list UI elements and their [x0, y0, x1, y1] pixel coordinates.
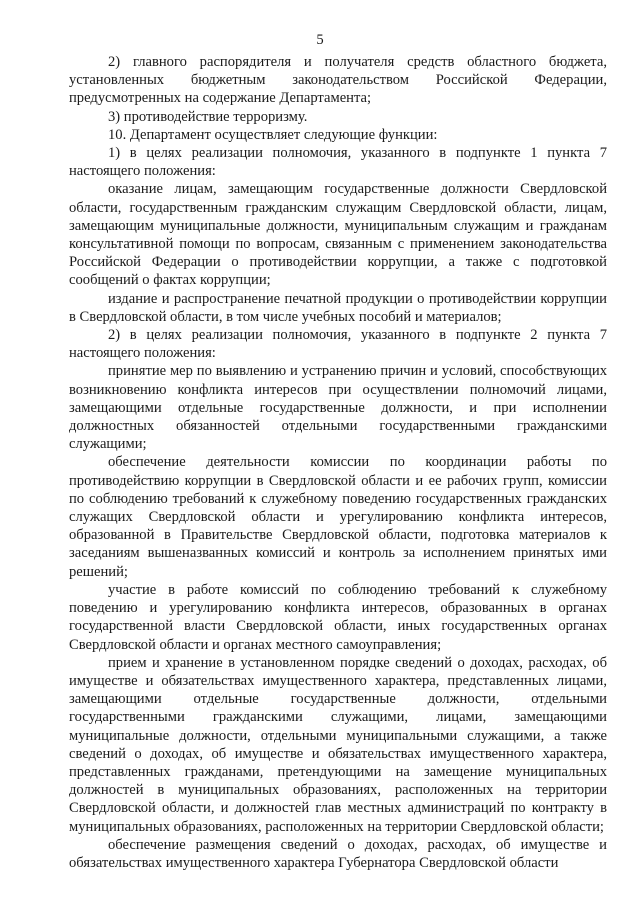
paragraph-1: 2) главного распорядителя и получателя средств областного бюджета, установленных бюджетным законодательством Российской Федерации, предусмотренных на содержание Департамента; — [69, 54, 607, 107]
paragraph-11: прием и хранение в установленном порядке сведений о доходах, расходах, об имуществе и обязательствах имущественного характера, представленных лицами, замещающими отдельные государственные должности, отдельными государственными гражданскими служащими, лицами, замещающими муниципальные должности, отдельными муниципальными служащими, а также сведений о доходах, об имуществе и обязательствах имущественного характера, представленных гражданами, претендующими на замещение муниципальных должностей в муниципальных образованиях, расположенных на территории Свердловской области, и должностей глав местных администраций по контракту в муниципальных образованиях, расположенных на территории Свердловской области; — [69, 654, 607, 835]
paragraph-7: 2) в целях реализации полномочия, указанного в подпункте 2 пункта 7 настоящего положения: — [69, 327, 607, 362]
paragraph-2: 3) противодействие терроризму. — [108, 108, 308, 125]
paragraph-10: участие в работе комиссий по соблюдению требований к служебному поведению и урегулированию конфликта интересов, образованных в органах государственной власти Свердловской области, иных государственных органах Свердловской области и органах местного самоуправления; — [69, 581, 607, 653]
paragraph-5: оказание лицам, замещающим государственные должности Свердловской области, государственным гражданским служащим Свердловской области, лицам, замещающим муниципальные должности, муниципальным служащим и гражданам консультативной помощи по вопросам, связанным с применением законодательства Российской Федерации о противодействии коррупции, а также с подготовкой сообщений о фактах коррупции; — [69, 181, 607, 289]
paragraph-6: издание и распространение печатной продукции о противодействии коррупции в Свердловской области, в том числе учебных пособий и материалов; — [69, 290, 607, 325]
document-body — [69, 53, 607, 872]
paragraph-4: 1) в целях реализации полномочия, указанного в подпункте 1 пункта 7 настоящего положения: — [69, 145, 607, 180]
paragraph-8: принятие мер по выявлению и устранению причин и условий, способствующих возникновению конфликта интересов при осуществлении полномочий лицами, замещающими отдельные государственные должности, и при исполнении должностных обязанностей отдельными государственными гражданскими служащими; — [69, 363, 607, 453]
paragraph-9: обеспечение деятельности комиссии по координации работы по противодействию коррупции в Свердловской области и ее рабочих групп, комиссии по соблюдению требований к служебному поведению государственных гражданских служащих Свердловской области и урегулированию конфликта интересов, образованной в Правительстве Свердловской области, подготовка материалов к заседаниям вышеназванных комиссий и контроль за исполнением принятых ими решений; — [69, 454, 607, 580]
paragraph-3: 10. Департамент осуществляет следующие функции: — [108, 126, 438, 143]
page-number: 5 — [316, 32, 324, 48]
paragraph-12: обеспечение размещения сведений о доходах, расходах, об имуществе и обязательствах имущественного характера Губернатора Свердловской области — [69, 836, 607, 871]
